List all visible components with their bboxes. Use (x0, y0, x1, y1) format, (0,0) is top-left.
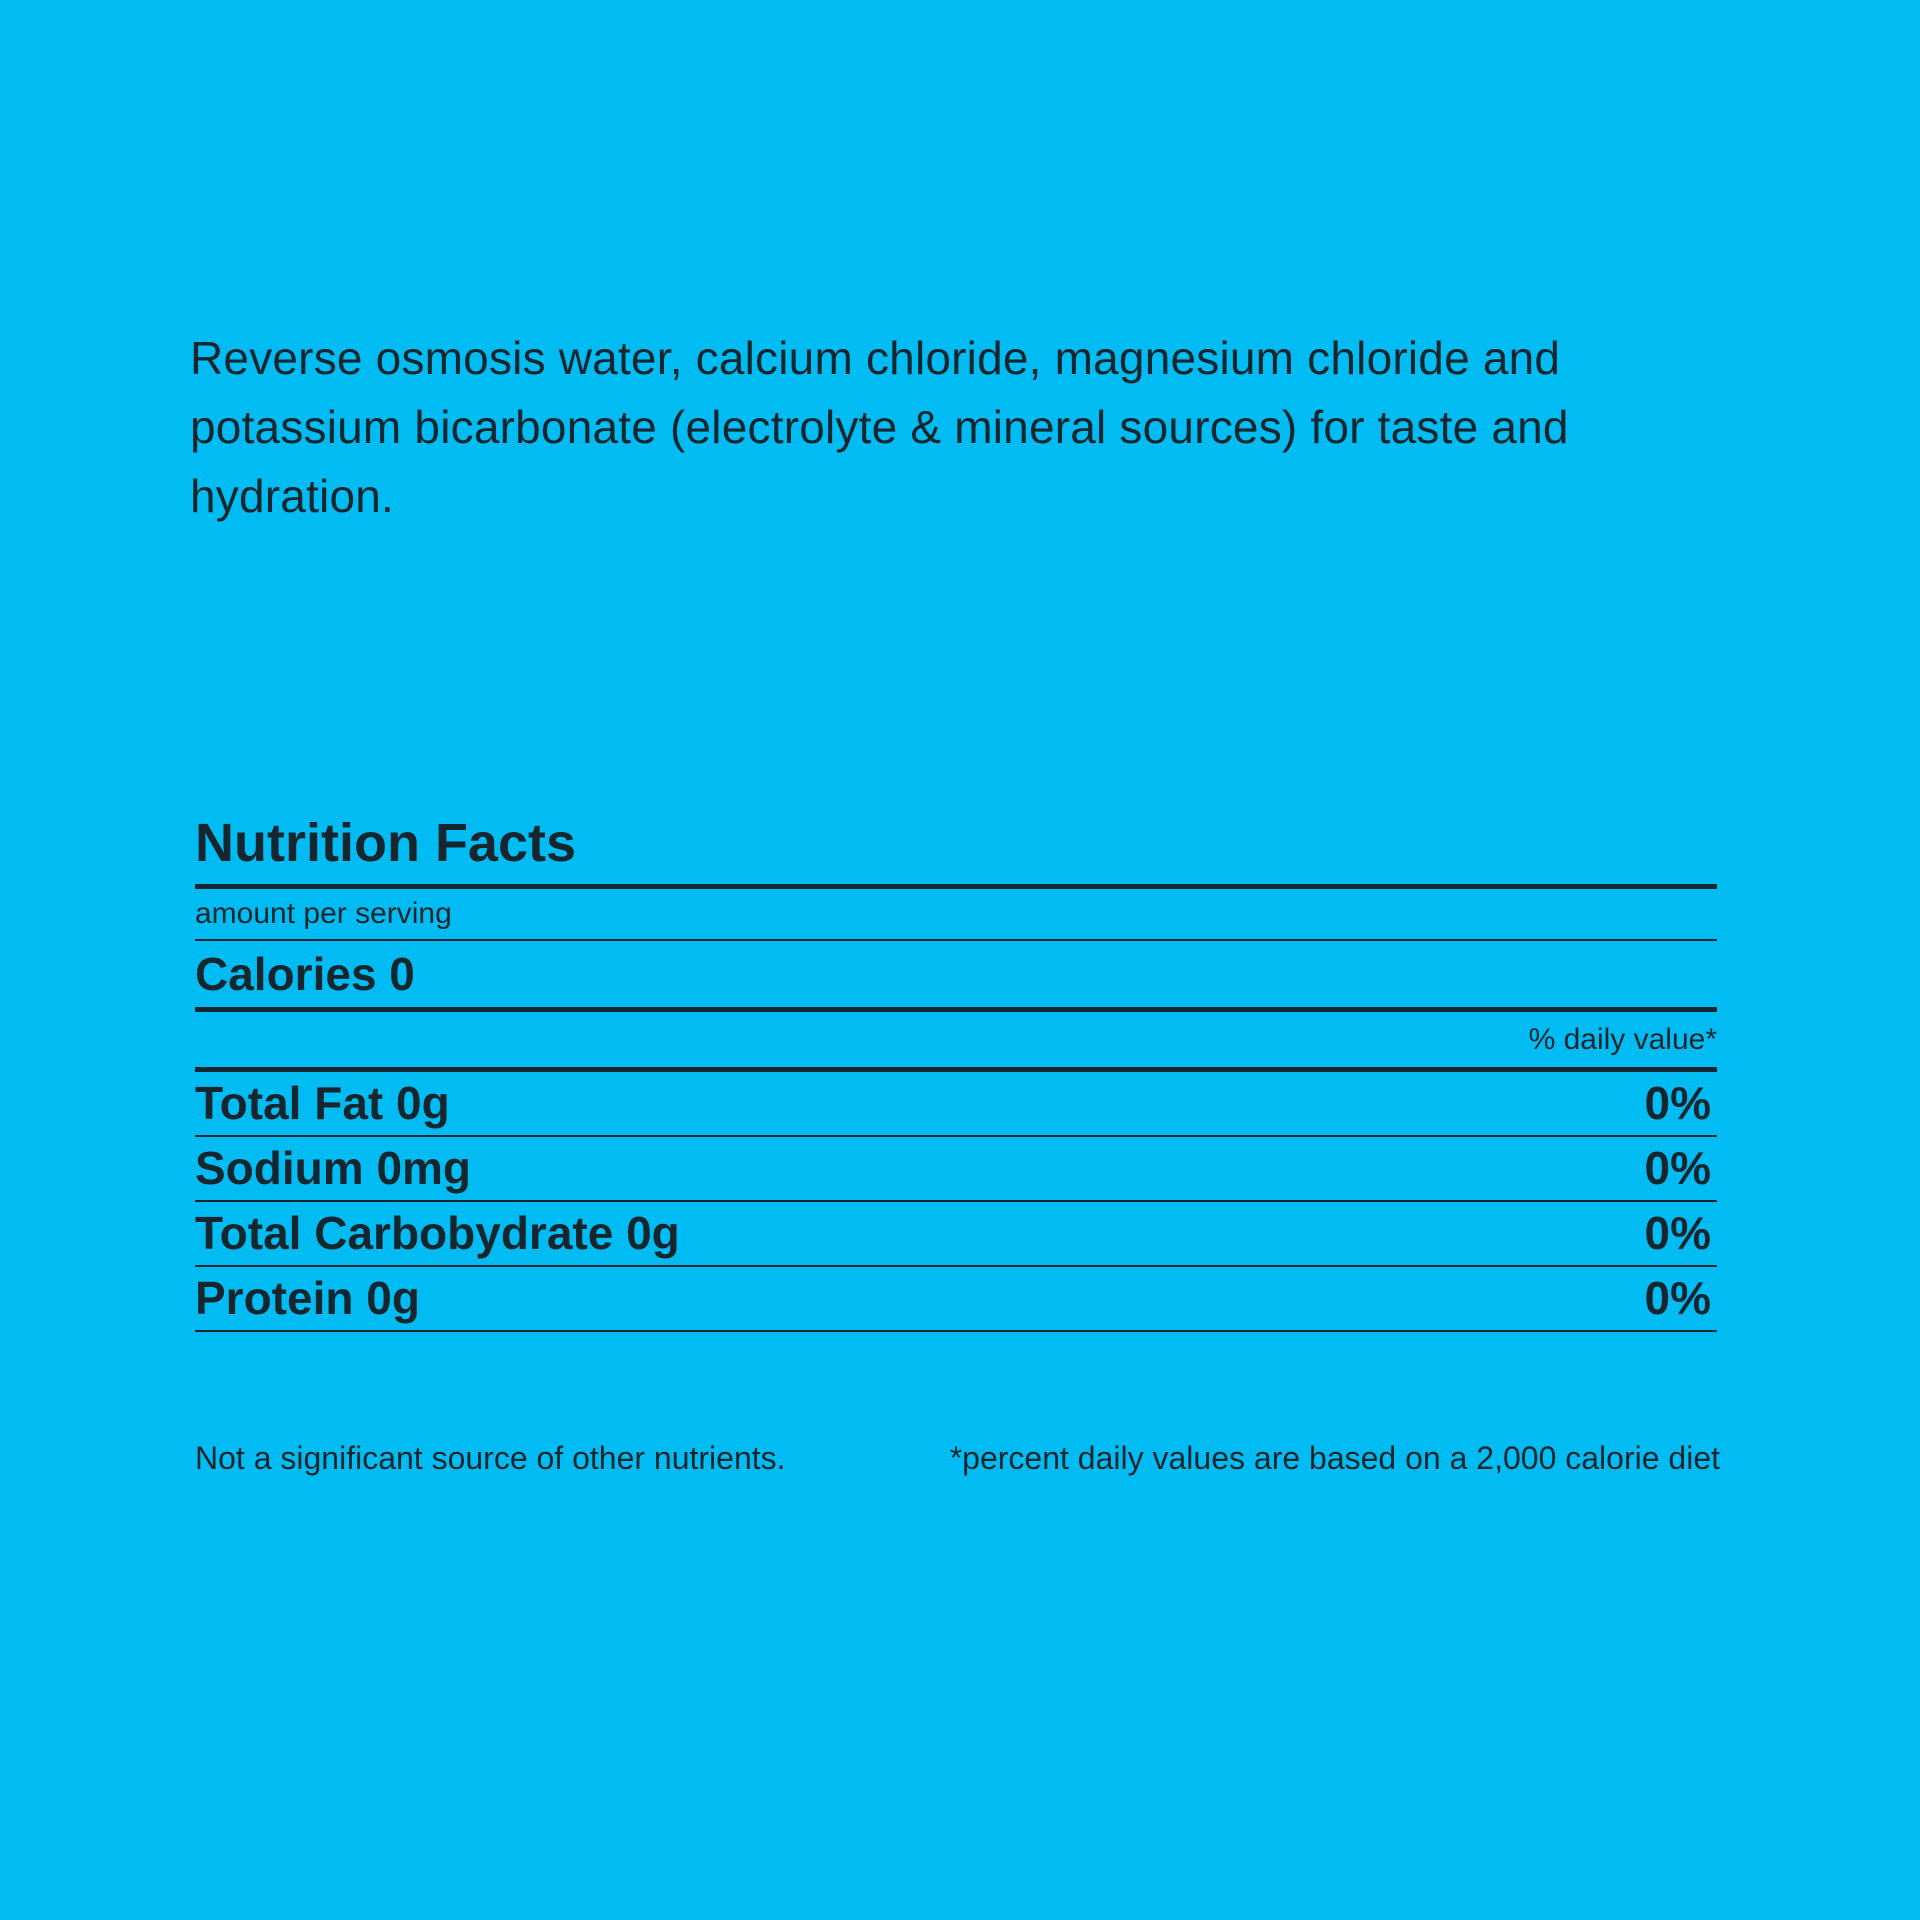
nutrient-percent: 0% (1644, 1207, 1711, 1259)
divider-thin (195, 1330, 1717, 1332)
footer-notes (195, 1436, 1720, 1480)
nutrition-facts-panel (195, 808, 1717, 1332)
nutrient-percent: 0% (1644, 1142, 1711, 1194)
nutrient-percent: 0% (1644, 1272, 1711, 1324)
nutrient-row-sodium (195, 1137, 1717, 1200)
nutrient-label: Protein 0g (195, 1272, 420, 1324)
nutrient-label: Sodium 0mg (195, 1142, 472, 1194)
amount-per-serving-label: amount per serving (195, 897, 452, 930)
nutrient-label: Total Carbobydrate 0g (195, 1207, 680, 1259)
footer-note-right: *percent daily values are based on a 2,000 calorie diet (949, 1440, 1720, 1476)
footer-note-left: Not a significant source of other nutrients. (195, 1440, 786, 1476)
nutrient-row-protein (195, 1267, 1717, 1330)
ingredients-text: Reverse osmosis water, calcium chloride, magnesium chloride and potassium bicarbonate (electrolyte & mineral sources) for taste and hydration. (190, 332, 1569, 522)
nutrient-row-total-carbohydrate (195, 1202, 1717, 1265)
nutrition-facts-title: Nutrition Facts (195, 813, 577, 873)
calories-label: Calories 0 (195, 948, 415, 1000)
nutrient-row-total-fat (195, 1072, 1717, 1135)
nutrient-label: Total Fat 0g (195, 1077, 450, 1129)
nutrient-percent: 0% (1644, 1077, 1711, 1129)
daily-value-header: % daily value* (1528, 1023, 1717, 1056)
